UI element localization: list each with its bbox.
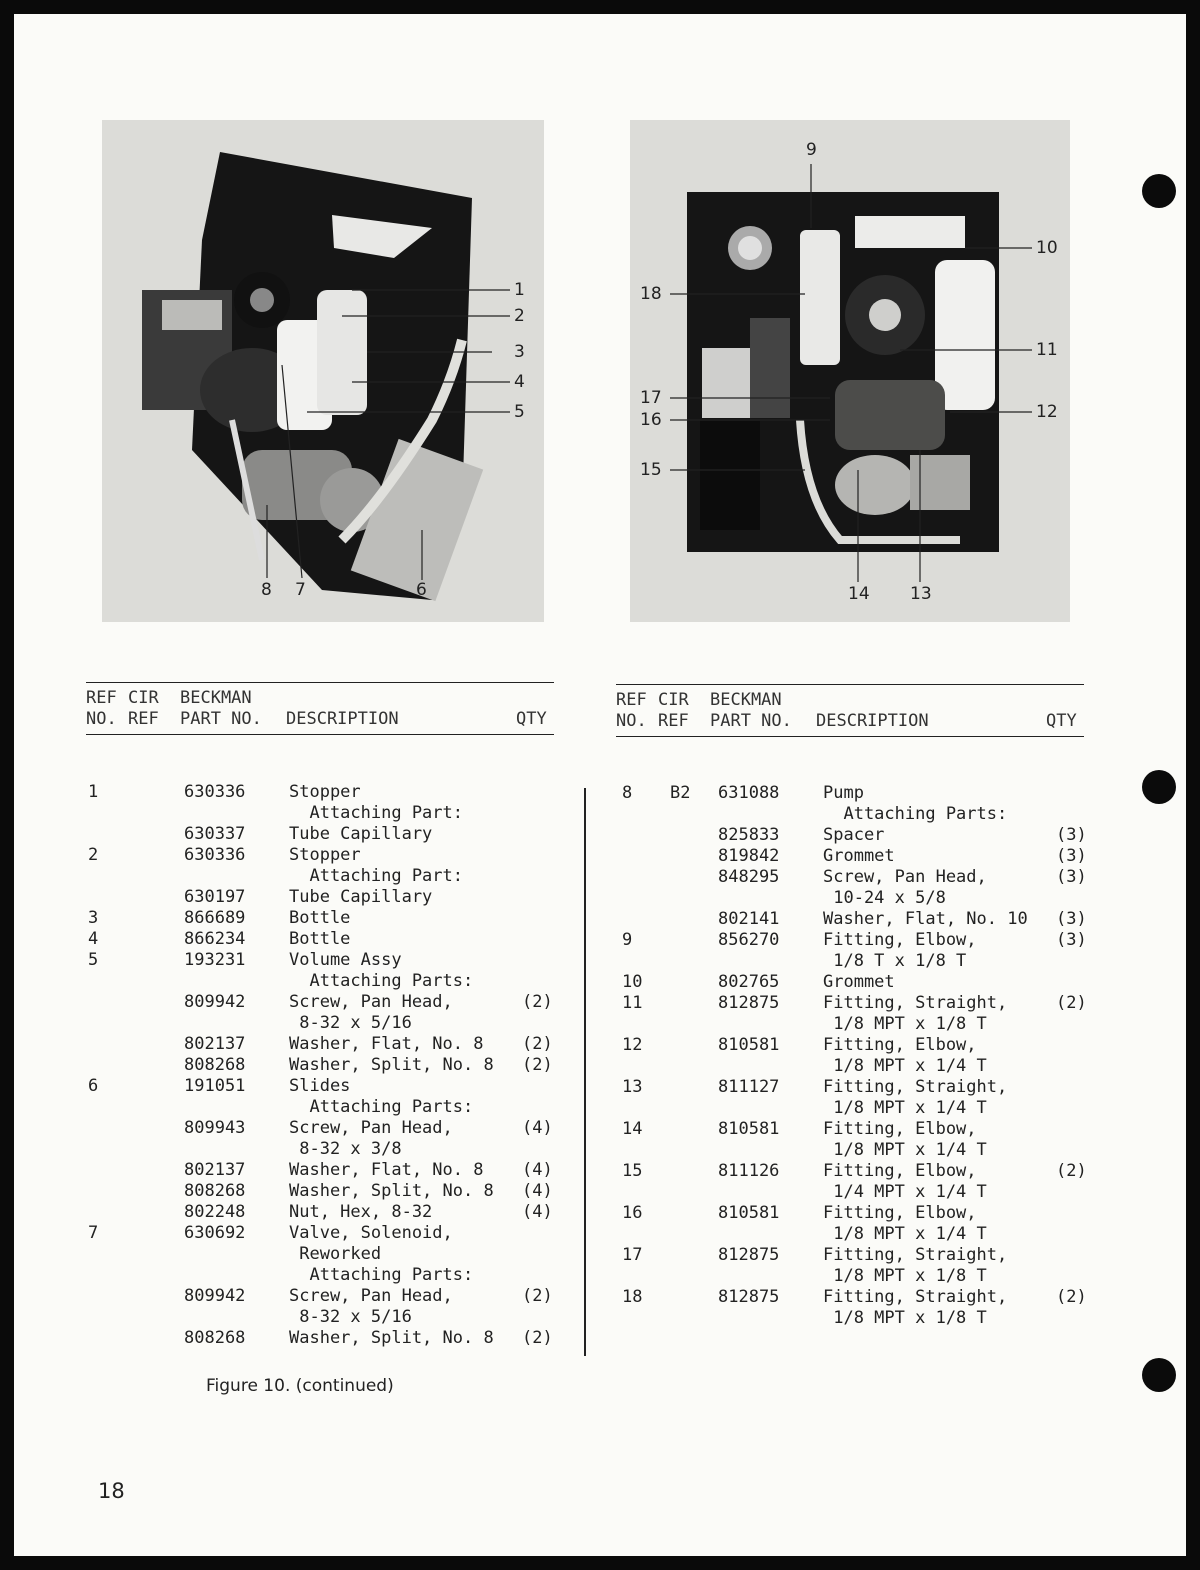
row-description: Fitting, Straight,: [823, 1245, 1008, 1265]
row-description: Washer, Split, No. 8: [289, 1181, 494, 1201]
table-row: [622, 1287, 1092, 1308]
row-description: Fitting, Elbow,: [823, 1161, 977, 1181]
row-description: 8-32 x 3/8: [289, 1139, 402, 1159]
header-cir-line2: REF: [658, 711, 689, 731]
table-row: [88, 845, 558, 866]
row-description: Slides: [289, 1076, 351, 1096]
header-rule-top: [616, 684, 1084, 685]
row-part-number: 809943: [184, 1118, 246, 1138]
row-qty: (4): [522, 1202, 553, 1222]
header-qty: QTY: [1046, 711, 1077, 731]
row-qty: (2): [522, 1034, 553, 1054]
callout-1: 1: [514, 280, 525, 300]
table-row: [622, 1266, 1092, 1287]
row-description: 1/8 MPT x 1/4 T: [823, 1224, 987, 1244]
table-row: [622, 1224, 1092, 1245]
row-description: Fitting, Elbow,: [823, 1203, 977, 1223]
row-description: Attaching Parts:: [823, 804, 1008, 824]
row-ref: 1: [88, 782, 99, 802]
row-qty: (3): [1056, 867, 1087, 887]
callout-14: 14: [848, 584, 870, 604]
table-row: [622, 1035, 1092, 1056]
binder-hole-bottom: [1142, 1358, 1176, 1392]
table-row: [622, 1161, 1092, 1182]
row-description: 1/8 MPT x 1/4 T: [823, 1140, 987, 1160]
table-row: [622, 1014, 1092, 1035]
table-row: [88, 1328, 558, 1349]
row-description: Washer, Split, No. 8: [289, 1328, 494, 1348]
table-row: [622, 804, 1092, 825]
row-ref: 7: [88, 1223, 99, 1243]
table-row: [88, 950, 558, 971]
callout-17: 17: [640, 388, 662, 408]
table-row: [622, 867, 1092, 888]
table-row: [622, 846, 1092, 867]
row-ref: 10: [622, 972, 643, 992]
row-qty: (3): [1056, 825, 1087, 845]
callout-2: 2: [514, 306, 525, 326]
row-description: 8-32 x 5/16: [289, 1013, 412, 1033]
table-row: [88, 1286, 558, 1307]
callout-16: 16: [640, 410, 662, 430]
row-description: Fitting, Elbow,: [823, 1035, 977, 1055]
row-description: Volume Assy: [289, 950, 402, 970]
row-part-number: 866689: [184, 908, 246, 928]
table-row: [88, 1181, 558, 1202]
table-row: [622, 888, 1092, 909]
row-ref: 12: [622, 1035, 643, 1055]
row-qty: (3): [1056, 930, 1087, 950]
row-qty: (3): [1056, 846, 1087, 866]
row-description: Attaching Parts:: [289, 1097, 474, 1117]
table-row: [88, 803, 558, 824]
row-ref: 8: [622, 783, 633, 803]
header-description: DESCRIPTION: [286, 709, 399, 729]
row-ref: 3: [88, 908, 99, 928]
row-description: 1/8 MPT x 1/4 T: [823, 1098, 987, 1118]
header-rule-bottom: [86, 734, 554, 735]
table-row: [88, 1013, 558, 1034]
callout-5: 5: [514, 402, 525, 422]
row-part-number: 856270: [718, 930, 780, 950]
row-ref: 5: [88, 950, 99, 970]
row-qty: (4): [522, 1160, 553, 1180]
row-qty: (2): [1056, 1287, 1087, 1307]
row-part-number: 630336: [184, 845, 246, 865]
callout-15: 15: [640, 460, 662, 480]
header-description: DESCRIPTION: [816, 711, 929, 731]
row-part-number: 802765: [718, 972, 780, 992]
row-description: Stopper: [289, 782, 361, 802]
photo-right-drawing: [630, 120, 1070, 622]
row-description: Fitting, Straight,: [823, 993, 1008, 1013]
row-part-number: 630336: [184, 782, 246, 802]
callout-11: 11: [1036, 340, 1058, 360]
row-description: 8-32 x 5/16: [289, 1307, 412, 1327]
row-ref: 6: [88, 1076, 99, 1096]
table-row: [88, 1097, 558, 1118]
header-cir-line1: CIR: [658, 690, 689, 710]
header-rule-top: [86, 682, 554, 683]
table-row: [88, 1118, 558, 1139]
row-description: Screw, Pan Head,: [823, 867, 987, 887]
row-description: Attaching Part:: [289, 866, 463, 886]
row-description: Tube Capillary: [289, 824, 433, 844]
table-row: [88, 1055, 558, 1076]
photo-right-assembly: [630, 120, 1070, 622]
row-description: Grommet: [823, 972, 895, 992]
row-ref: 18: [622, 1287, 643, 1307]
table-row: [88, 992, 558, 1013]
row-description: Fitting, Straight,: [823, 1287, 1008, 1307]
row-description: Fitting, Straight,: [823, 1077, 1008, 1097]
row-description: 1/8 MPT x 1/8 T: [823, 1308, 987, 1328]
row-description: Washer, Split, No. 8: [289, 1055, 494, 1075]
row-description: Pump: [823, 783, 864, 803]
table-row: [88, 1307, 558, 1328]
table-row: [88, 824, 558, 845]
table-row: [88, 1244, 558, 1265]
callout-12: 12: [1036, 402, 1058, 422]
header-ref-line2: NO.: [616, 711, 647, 731]
row-description: Screw, Pan Head,: [289, 992, 453, 1012]
row-part-number: 825833: [718, 825, 780, 845]
row-description: Washer, Flat, No. 8: [289, 1160, 484, 1180]
header-ref-line1: REF: [86, 688, 117, 708]
row-part-number: 819842: [718, 846, 780, 866]
row-description: Valve, Solenoid,: [289, 1223, 453, 1243]
row-cir-ref: B2: [670, 783, 691, 803]
row-ref: 11: [622, 993, 643, 1013]
row-part-number: 802141: [718, 909, 780, 929]
parts-list-right: [622, 783, 1092, 1329]
parts-table-header-left: [86, 682, 554, 738]
callout-7: 7: [295, 580, 306, 600]
photo-left-assembly: [102, 120, 544, 622]
table-row: [88, 782, 558, 803]
callout-10: 10: [1036, 238, 1058, 258]
header-qty: QTY: [516, 709, 547, 729]
row-part-number: 811127: [718, 1077, 780, 1097]
row-qty: (3): [1056, 909, 1087, 929]
row-description: Bottle: [289, 908, 351, 928]
header-beckman-line1: BECKMAN: [180, 688, 252, 708]
table-row: [88, 929, 558, 950]
row-qty: (2): [522, 1286, 553, 1306]
row-description: Washer, Flat, No. 10: [823, 909, 1028, 929]
row-qty: (4): [522, 1118, 553, 1138]
row-qty: (2): [522, 992, 553, 1012]
page-number: 18: [98, 1479, 125, 1503]
row-description: Grommet: [823, 846, 895, 866]
row-part-number: 809942: [184, 1286, 246, 1306]
row-qty: (2): [522, 1328, 553, 1348]
row-part-number: 809942: [184, 992, 246, 1012]
callout-9: 9: [806, 140, 817, 160]
row-description: Reworked: [289, 1244, 382, 1264]
row-part-number: 802137: [184, 1034, 246, 1054]
row-part-number: 810581: [718, 1119, 780, 1139]
table-row: [622, 972, 1092, 993]
row-part-number: 630197: [184, 887, 246, 907]
row-description: 1/8 MPT x 1/8 T: [823, 1266, 987, 1286]
row-description: Nut, Hex, 8-32: [289, 1202, 433, 1222]
row-description: Attaching Part:: [289, 803, 463, 823]
row-part-number: 808268: [184, 1055, 246, 1075]
row-description: Spacer: [823, 825, 885, 845]
callout-8: 8: [261, 580, 272, 600]
figure-caption: Figure 10. (continued): [206, 1376, 394, 1396]
table-row: [88, 971, 558, 992]
row-description: Attaching Parts:: [289, 1265, 474, 1285]
callout-13: 13: [910, 584, 932, 604]
row-ref: 13: [622, 1077, 643, 1097]
row-ref: 16: [622, 1203, 643, 1223]
table-row: [622, 951, 1092, 972]
photo-left-drawing: [102, 120, 544, 622]
binder-hole-middle: [1142, 770, 1176, 804]
row-description: Screw, Pan Head,: [289, 1286, 453, 1306]
table-row: [88, 1202, 558, 1223]
row-part-number: 630692: [184, 1223, 246, 1243]
row-part-number: 810581: [718, 1203, 780, 1223]
row-description: Attaching Parts:: [289, 971, 474, 991]
manual-page: [14, 14, 1186, 1556]
row-part-number: 810581: [718, 1035, 780, 1055]
header-ref-line2: NO.: [86, 709, 117, 729]
table-row: [622, 825, 1092, 846]
table-row: [622, 1245, 1092, 1266]
row-qty: (2): [522, 1055, 553, 1075]
row-ref: 14: [622, 1119, 643, 1139]
table-row: [88, 887, 558, 908]
table-row: [622, 1077, 1092, 1098]
parts-list-left: [88, 782, 558, 1349]
row-part-number: 866234: [184, 929, 246, 949]
row-part-number: 191051: [184, 1076, 246, 1096]
callout-18: 18: [640, 284, 662, 304]
row-ref: 4: [88, 929, 99, 949]
table-row: [88, 908, 558, 929]
row-part-number: 631088: [718, 783, 780, 803]
table-row: [622, 1308, 1092, 1329]
row-qty: (2): [1056, 993, 1087, 1013]
row-ref: 2: [88, 845, 99, 865]
row-part-number: 802248: [184, 1202, 246, 1222]
table-row: [622, 909, 1092, 930]
row-description: 1/8 MPT x 1/8 T: [823, 1014, 987, 1034]
table-row: [622, 783, 1092, 804]
table-row: [622, 1119, 1092, 1140]
row-part-number: 812875: [718, 1245, 780, 1265]
callout-4: 4: [514, 372, 525, 392]
row-description: Tube Capillary: [289, 887, 433, 907]
row-description: 1/8 MPT x 1/4 T: [823, 1056, 987, 1076]
table-row: [622, 930, 1092, 951]
row-description: Screw, Pan Head,: [289, 1118, 453, 1138]
row-part-number: 812875: [718, 1287, 780, 1307]
parts-table-header-right: [616, 684, 1084, 740]
table-row: [622, 993, 1092, 1014]
table-row: [88, 866, 558, 887]
row-part-number: 848295: [718, 867, 780, 887]
table-row: [88, 1034, 558, 1055]
table-row: [88, 1160, 558, 1181]
header-beckman-line2: PART NO.: [180, 709, 262, 729]
row-description: 1/8 T x 1/8 T: [823, 951, 967, 971]
header-beckman-line1: BECKMAN: [710, 690, 782, 710]
column-divider: [584, 788, 586, 1356]
table-row: [622, 1182, 1092, 1203]
row-part-number: 808268: [184, 1328, 246, 1348]
callout-3: 3: [514, 342, 525, 362]
table-row: [622, 1056, 1092, 1077]
row-description: Fitting, Elbow,: [823, 930, 977, 950]
row-description: Stopper: [289, 845, 361, 865]
header-cir-line1: CIR: [128, 688, 159, 708]
header-ref-line1: REF: [616, 690, 647, 710]
row-ref: 15: [622, 1161, 643, 1181]
table-row: [88, 1139, 558, 1160]
header-beckman-line2: PART NO.: [710, 711, 792, 731]
table-row: [622, 1140, 1092, 1161]
table-row: [622, 1203, 1092, 1224]
row-part-number: 808268: [184, 1181, 246, 1201]
row-ref: 9: [622, 930, 633, 950]
table-row: [622, 1098, 1092, 1119]
table-row: [88, 1223, 558, 1244]
row-part-number: 812875: [718, 993, 780, 1013]
row-description: Fitting, Elbow,: [823, 1119, 977, 1139]
header-rule-bottom: [616, 736, 1084, 737]
row-description: 1/4 MPT x 1/4 T: [823, 1182, 987, 1202]
row-qty: (2): [1056, 1161, 1087, 1181]
row-description: Washer, Flat, No. 8: [289, 1034, 484, 1054]
header-cir-line2: REF: [128, 709, 159, 729]
row-description: Bottle: [289, 929, 351, 949]
row-qty: (4): [522, 1181, 553, 1201]
table-row: [88, 1076, 558, 1097]
row-part-number: 811126: [718, 1161, 780, 1181]
row-part-number: 630337: [184, 824, 246, 844]
callout-6: 6: [416, 580, 427, 600]
row-part-number: 193231: [184, 950, 246, 970]
binder-hole-top: [1142, 174, 1176, 208]
table-row: [88, 1265, 558, 1286]
row-part-number: 802137: [184, 1160, 246, 1180]
row-description: 10-24 x 5/8: [823, 888, 946, 908]
row-ref: 17: [622, 1245, 643, 1265]
